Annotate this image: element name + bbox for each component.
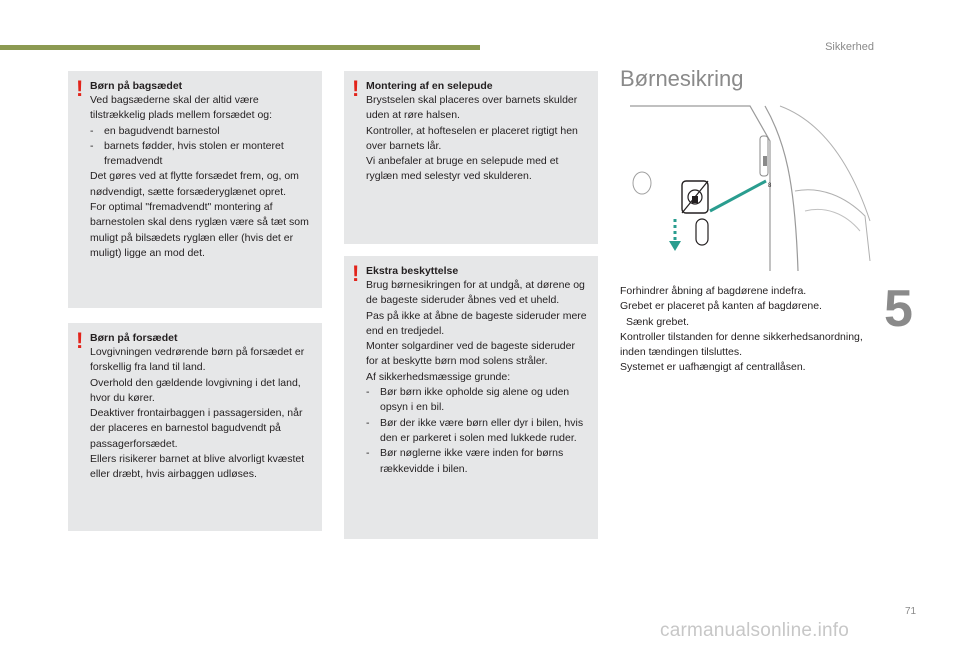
box-text: Pas på ikke at åbne de bageste sideruder mere end en tredjedel. [366, 309, 587, 337]
figure-label: 8 [768, 183, 772, 189]
box-title: Montering af en selepude [366, 80, 493, 92]
paragraph: Kontroller tilstanden for denne sikkerhedsanordning, inden tændingen tilsluttes. [620, 330, 863, 359]
page-number: 71 [905, 606, 917, 617]
step-text: Sænk grebet. [626, 315, 690, 328]
warning-box-extra-protection [344, 256, 598, 539]
warning-icon: ! [352, 261, 360, 286]
warning-icon: ! [76, 328, 84, 353]
box-text: Vi anbefaler at bruge en selepude med et ryglæn med selestyr ved skulderen. [366, 155, 559, 183]
header-accent-bar [0, 45, 480, 50]
child-lock-illustration [620, 101, 875, 271]
box-text: Brug børnesikringen for at undgå, at dørene og de bageste sideruder åbnes ved et uheld. [366, 279, 585, 307]
bullet-item: - Bør nøglerne ikke være inden for børns rækkevidde i bilen. [366, 446, 590, 477]
paragraph: Grebet er placeret på kanten af bagdørene. [620, 300, 822, 313]
box-text: Ved bagsæderne skal der altid være tilstrækkelig plads mellem forsædet og: [90, 94, 273, 122]
box-text: Monter solgardiner ved de bageste sideruder for at beskytte børn mod solens stråler. [366, 340, 575, 368]
box-text: Brystselen skal placeres over barnets skulder uden at røre halsen. [366, 94, 578, 122]
bullet-item: - Bør børn ikke opholde sig alene og uden opsyn i en bil. [366, 385, 590, 416]
chapter-number: 5 [884, 280, 913, 338]
box-bullets [90, 124, 314, 170]
bullet-item: - en bagudvendt barnestol [90, 124, 314, 139]
warning-icon: ! [76, 76, 84, 101]
bullet-item: - barnets fødder, hvis stolen er monteret fremadvendt [90, 139, 314, 170]
box-text: Overhold den gældende lovgivning i det land, hvor du kører. [90, 376, 301, 404]
box-bullets [366, 385, 590, 477]
box-title: Ekstra beskyttelse [366, 265, 459, 277]
warning-box-rear-seat [68, 71, 322, 308]
watermark: carmanualsonline.info [660, 620, 850, 641]
box-text: Kontroller, at hofteselen er placeret rigtigt hen over barnets lår. [366, 124, 578, 152]
bullet-item: - Bør der ikke være børn eller dyr i bilen, hvis den er parkeret i solen med lukkede ruder. [366, 416, 590, 447]
warning-box-front-seat [68, 323, 322, 531]
page-title: Børnesikring [620, 66, 744, 91]
warning-icon: ! [352, 76, 360, 101]
section-title: Sikkerhed [825, 41, 874, 53]
box-title: Børn på bagsædet [90, 80, 183, 92]
box-text: Af sikkerhedsmæssige grunde: [366, 370, 511, 383]
warning-box-booster-seat [344, 71, 598, 244]
box-text: Det gøres ved at flytte forsædet frem, og, om nødvendigt, sætte forsæderyglænet opret. [90, 170, 299, 198]
paragraph: Forhindrer åbning af bagdørene indefra. [620, 285, 807, 297]
box-text: Ellers risikerer barnet at blive alvorligt kvæstet eller dræbt, hvis airbaggen udløses. [90, 453, 305, 481]
body-text [620, 284, 870, 376]
step-item [620, 315, 870, 330]
box-text: For optimal "fremadvendt" montering af barnestolen skal dens ryglæn være så tæt som muligt på bilsædets ryglæn eller (hvis det er muligt) ligge an mod det. [90, 201, 309, 259]
paragraph: Systemet er uafhængigt af centrallåsen. [620, 361, 806, 374]
box-text: Deaktiver frontairbaggen i passagersiden, når der placeres en barnestol bagudvendt på passagerforsædet. [90, 407, 303, 450]
box-text: Lovgivningen vedrørende børn på forsædet er forskellig fra land til land. [90, 346, 305, 374]
box-title: Børn på forsædet [90, 332, 178, 344]
